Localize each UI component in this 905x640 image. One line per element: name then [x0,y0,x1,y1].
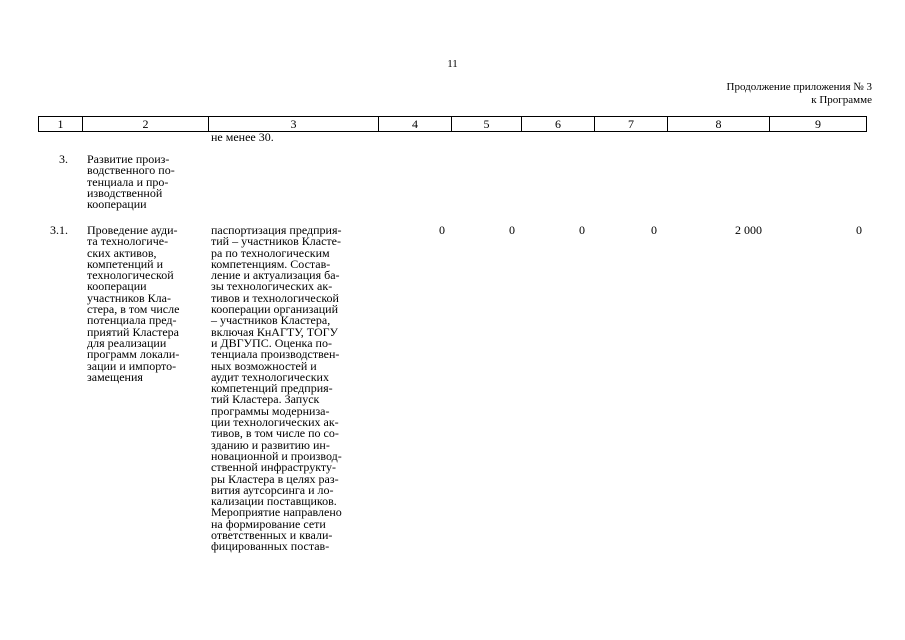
header-col-2: 2 [82,117,208,131]
value-col-6: 0 [579,223,585,237]
header-col-6: 6 [521,117,594,131]
carry-over-text: не менее 30. [211,130,274,144]
appendix-line-2: к Программе [811,94,872,106]
header-col-5: 5 [451,117,521,131]
row-name: Развитие произ- водственного по- тенциала и про- изводственной кооперации [87,152,175,212]
row-number: 3. [59,152,68,166]
value-col-7: 0 [651,223,657,237]
value-col-5: 0 [509,223,515,237]
header-col-7: 7 [594,117,667,131]
row-description: паспортизация предприя- тий – участников Класте- ра по технологическим компетенциям. Состав- ление и актуализация ба- зы технологических ак- тивов и технологической кооперации организаций – участников Кластера, включая КнАГТУ, ТОГУ и ДВГУПС. Оценка по- тенциала производствен- ных возможностей и аудит технологических компетенций предприя- тий Кластера. Запуск программы модерниза- ции технологических ак- тивов, в том числе по со- зданию и развитию ин- новационной и производ- ственной инфраструкту- ры Кластера в целях раз- вития аутсорсинга и ло- кализации поставщиков. Мероприятие направлено на формирование сети ответственных и квали- фицированных постав- [211,223,342,554]
header-col-1: 1 [57,117,64,131]
value-col-9: 0 [856,223,862,237]
row-number: 3.1. [50,223,68,237]
value-col-4: 0 [439,223,445,237]
column-number-header [38,116,867,132]
value-col-8: 2 000 [735,223,762,237]
page-number: 11 [447,58,458,70]
header-col-8: 8 [667,117,769,131]
appendix-caption [727,81,872,107]
header-col-9: 9 [769,117,866,131]
row-name: Проведение ауди- та технологиче- ских активов, компетенций и технологической кооперации участников Кла- стера, в том числе потенциала пред- приятий Кластера для реализации программ локали- зации и импорто- замещения [87,223,180,384]
header-col-4: 4 [378,117,451,131]
header-col-3: 3 [208,117,378,131]
appendix-line-1: Продолжение приложения № 3 [726,81,872,93]
